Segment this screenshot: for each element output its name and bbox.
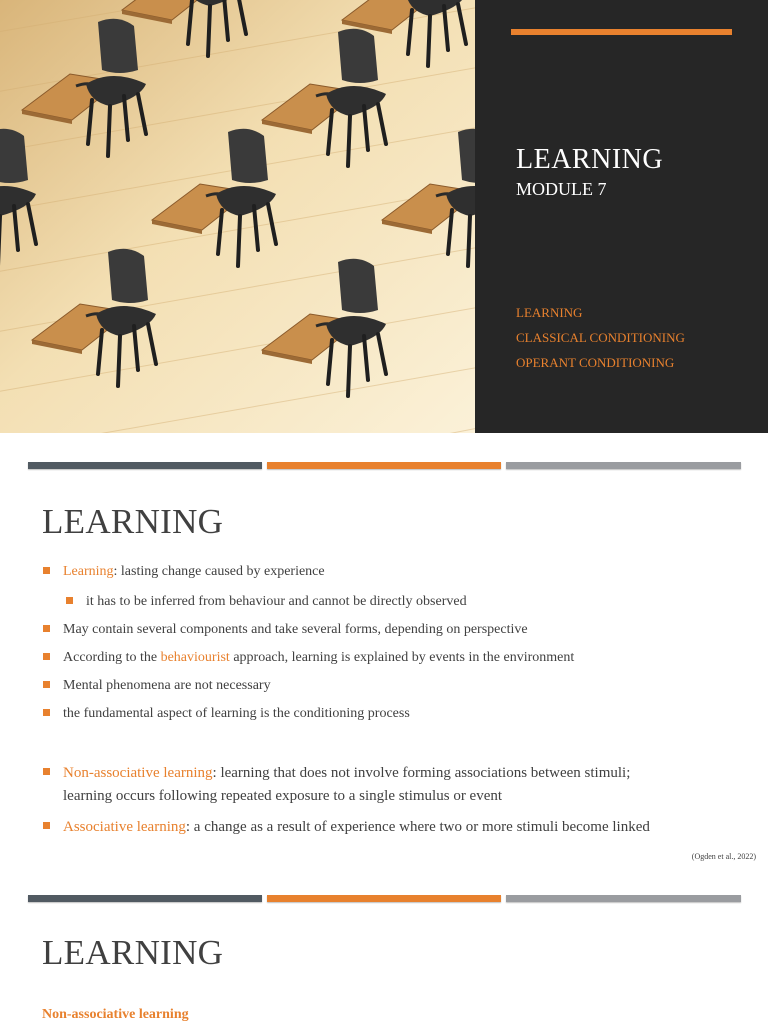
title-accent-bar: [511, 29, 732, 35]
bullet-text: Mental phenomena are not necessary: [63, 678, 271, 693]
definition-text: : a change as a result of experience where two or more stimuli become linked: [185, 819, 650, 835]
term-highlight: Associative learning: [63, 819, 186, 835]
slide-subtitle: MODULE 7: [516, 179, 607, 199]
bullet-square-icon: [43, 822, 50, 829]
bullet-text: approach, learning is explained by events in the environment: [229, 650, 575, 665]
divider-bar-dark: [28, 895, 262, 902]
title-panel: [475, 0, 768, 433]
bullet-square-icon: [43, 653, 50, 660]
divider-bar-gray: [506, 462, 741, 469]
slide-title: LEARNING: [516, 144, 664, 175]
term-highlight: Learning: [63, 564, 114, 579]
divider-bars: [28, 895, 741, 902]
divider-bars: [28, 462, 741, 469]
bullet-square-icon: [43, 625, 50, 632]
bullet-square-icon: [43, 768, 50, 775]
slide-heading: LEARNING: [42, 933, 224, 972]
classroom-chairs-photo: [0, 0, 475, 433]
divider-bar-orange: [267, 462, 501, 469]
section-subheading: Non-associative learning: [42, 1007, 189, 1022]
agenda-item: LEARNING: [516, 305, 583, 320]
bullet-text: According to the: [63, 650, 161, 665]
divider-bar-gray: [506, 895, 741, 902]
bullet-square-icon: [43, 681, 50, 688]
bullet-square-icon: [66, 597, 73, 604]
bullet-square-icon: [43, 567, 50, 574]
bullet-text: it has to be inferred from behaviour and cannot be directly observed: [86, 594, 467, 609]
slide-heading: LEARNING: [42, 502, 224, 541]
bullet-text: May contain several components and take several forms, depending on perspective: [63, 622, 528, 637]
citation: (Ogden et al., 2022): [691, 852, 756, 861]
divider-bar-orange: [267, 895, 501, 902]
bullet-square-icon: [43, 709, 50, 716]
divider-bar-dark: [28, 462, 262, 469]
agenda-item: OPERANT CONDITIONING: [516, 355, 675, 370]
bullet-text: the fundamental aspect of learning is the conditioning process: [63, 706, 410, 721]
definition-text: learning occurs following repeated exposure to a single stimulus or event: [63, 788, 503, 804]
agenda-item: CLASSICAL CONDITIONING: [516, 330, 685, 345]
title-slide: [0, 0, 768, 433]
term-highlight: behaviourist: [160, 650, 230, 665]
bullet-text: : lasting change caused by experience: [113, 564, 325, 579]
agenda-list: [516, 304, 685, 379]
definition-text: : learning that does not involve forming associations between stimuli;: [212, 765, 631, 781]
term-highlight: Non-associative learning: [63, 765, 213, 781]
